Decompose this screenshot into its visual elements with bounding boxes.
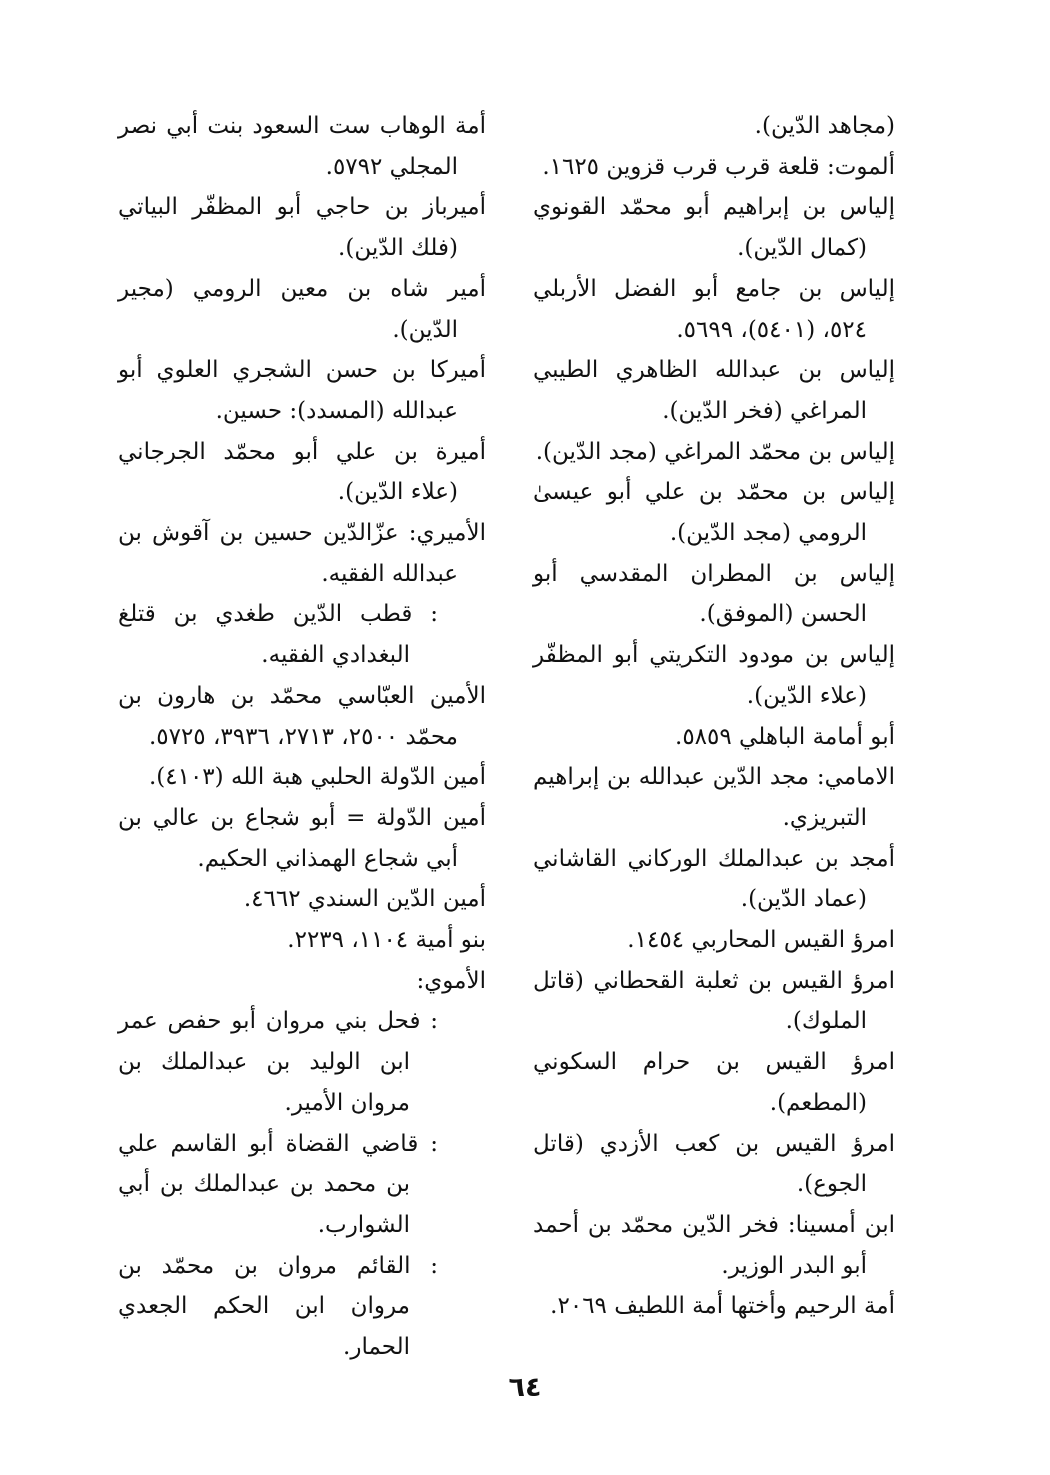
index-entry: أمين الدّولة الحلبي هبة الله (٤١٠٣). xyxy=(148,764,486,791)
index-entry: إلياس بن محمّد المراغي (مجد الدّين). xyxy=(535,438,895,465)
index-entry: أمة الرحيم وأختها أمة اللطيف ٢٠٦٩. xyxy=(550,1293,895,1320)
index-entry: إلياس بن مودود التكريتي أبو المظفّر (علاء الدّين). xyxy=(533,642,895,709)
index-entry: الأمين العبّاسي محمّد بن هارون بن محمّد ٢٥٠٠، ٢٧١٣، ٣٩٣٦، ٥٧٢٥. xyxy=(118,682,486,750)
index-entry: أمين الدّين السندي ٤٦٦٢. xyxy=(243,886,486,913)
index-entry: امرؤ القيس بن ثعلبة القحطاني (قاتل الملوك). xyxy=(533,967,895,1035)
index-entry: أميرباز بن حاجي أبو المظفّر البياتي (فلك الدّين). xyxy=(118,194,486,262)
index-entry: امرؤ القيس بن حرام السكوني (المطعم). xyxy=(533,1049,895,1116)
index-entry: الأموي: xyxy=(416,967,486,994)
index-entry: أميركا بن حسن الشجري العلوي أبو عبدالله (المسدد): حسين. xyxy=(118,357,486,424)
right-column xyxy=(533,106,895,1327)
index-subentry: : قطب الدّين طغدي بن قتلغ البغدادي الفقيه. xyxy=(118,601,438,669)
index-entry: (مجاهد الدّين). xyxy=(754,113,895,139)
index-entry: أمير شاه بن معين الرومي (مجير الدّين). xyxy=(118,275,486,343)
index-entry: الأميري: عزّالدّين حسين بن آقوش بن عبدالله الفقيه. xyxy=(118,520,486,587)
index-entry: أمجد بن عبدالملك الوركاني القاشاني (عماد الدّين). xyxy=(533,845,895,913)
index-entry: الامامي: مجد الدّين عبدالله بن إبراهيم التبريزي. xyxy=(533,764,895,831)
index-entry: إلياس بن عبدالله الظاهري الطيبي المراغي (فخر الدّين). xyxy=(533,357,895,424)
page-number: ٦٤ xyxy=(508,1372,542,1403)
index-entry: أبو أمامة الباهلي ٥٨٥٩. xyxy=(675,723,895,750)
index-entry: إلياس بن المطران المقدسي أبو الحسن (الموفق). xyxy=(533,560,895,628)
left-column xyxy=(118,106,486,1368)
index-entry: أمين الدّولة = أبو شجاع بن عالي بن أبي شجاع الهمذاني الحكيم. xyxy=(118,804,486,872)
index-entry: امرؤ القيس المحاربي ١٤٥٤. xyxy=(627,927,895,954)
index-entry: إلياس بن جامع أبو الفضل الأربلي ٥٢٤، (٥٤٠١)، ٥٦٩٩. xyxy=(533,275,895,343)
index-entry: ألموت: قلعة قرب قرب قزوين ١٦٢٥. xyxy=(542,153,895,180)
index-subentry: : القائم مروان بن محمّد بن مروان ابن الحكم الجعدي الحمار. xyxy=(118,1252,438,1361)
index-entry: ابن أمسينا: فخر الدّين محمّد بن أحمد أبو البدر الوزير. xyxy=(533,1211,895,1279)
index-entry: بنو أمية ١١٠٤، ٢٢٣٩. xyxy=(287,927,486,954)
index-entry: أميرة بن علي أبو محمّد الجرجاني (علاء الدّين). xyxy=(118,438,486,506)
index-subentry: : فحل بني مروان أبو حفص عمر ابن الوليد بن عبدالملك بن مروان الأمير. xyxy=(118,1008,438,1116)
index-entry: أمة الوهاب ست السعود بنت أبي نصر المجلي ٥٧٩٢. xyxy=(118,113,486,180)
index-entry: إلياس بن إبراهيم أبو محمّد القونوي (كمال الدّين). xyxy=(533,194,895,262)
index-entry: امرؤ القيس بن كعب الأزدي (قاتل الجوع). xyxy=(533,1130,895,1198)
index-entry: إلياس بن محمّد بن علي أبو عيسىٰ الرومي (مجد الدّين). xyxy=(533,479,895,547)
index-subentry: : قاضي القضاة أبو القاسم علي بن محمد بن عبدالملك بن أبي الشوارب. xyxy=(118,1130,438,1238)
